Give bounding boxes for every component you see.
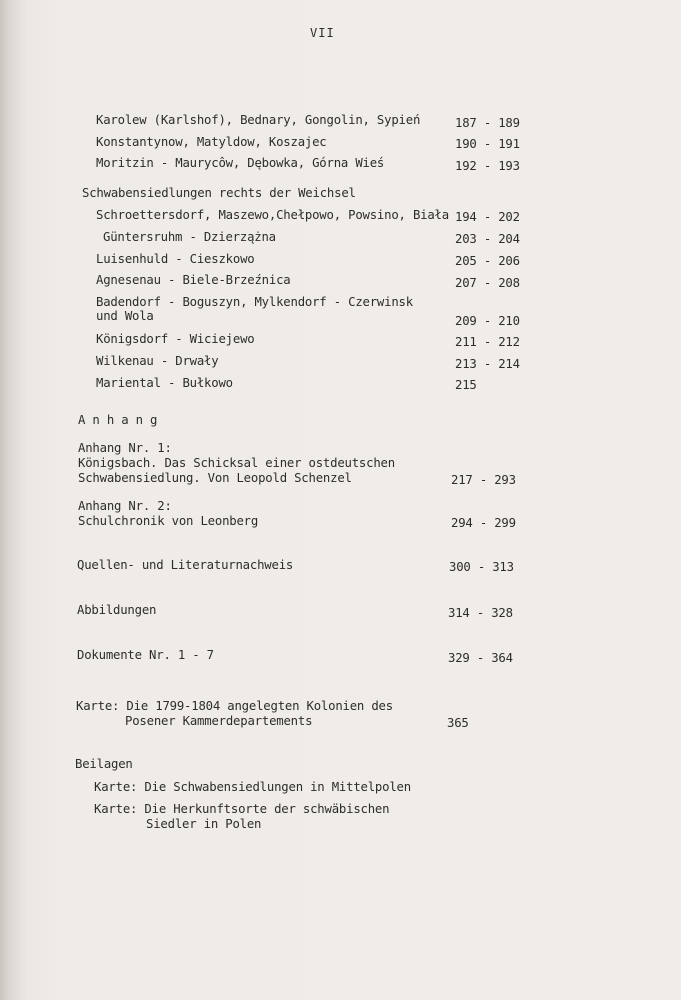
toc-entry-pages: 294 - 299 [451, 516, 516, 530]
appendix-number: Anhang Nr. 1: [78, 441, 172, 455]
toc-entry-pages: 192 - 193 [455, 159, 520, 173]
toc-entry-pages: 329 - 364 [448, 651, 513, 665]
supplement-item: Karte: Die Herkunftsorte der schwäbischen [94, 802, 390, 816]
toc-entry-label: Moritzin - Maurycôw, Dębowka, Górna Wieś [96, 156, 385, 170]
appendix-title-continued: Schwabensiedlung. Von Leopold Schenzel [78, 471, 352, 485]
page-number: VII [310, 26, 335, 40]
toc-entry-pages: 213 - 214 [455, 357, 520, 371]
toc-entry-label: Karolew (Karlshof), Bednary, Gongolin, Sypień [96, 113, 421, 127]
toc-entry-label: Konstantynow, Matyldow, Koszajec [96, 135, 327, 149]
toc-entry-label: Schroettersdorf, Maszewo,Chełpowo, Powsino, Biała [96, 208, 449, 222]
toc-entry-label: Abbildungen [77, 603, 157, 617]
toc-entry-label-continued: Posener Kammerdepartements [125, 714, 313, 728]
toc-entry-pages: 205 - 206 [455, 254, 520, 268]
toc-entry-label: Mariental - Bułkowo [96, 376, 233, 390]
toc-entry-pages: 187 - 189 [455, 116, 520, 130]
toc-entry-pages: 203 - 204 [455, 232, 520, 246]
toc-entry-pages: 211 - 212 [455, 335, 520, 349]
toc-entry-pages: 194 - 202 [455, 210, 520, 224]
supplement-item: Karte: Die Schwabensiedlungen in Mittelpolen [94, 780, 411, 794]
toc-entry-label: Luisenhuld - Cieszkowo [96, 252, 255, 266]
toc-entry-label: Agnesenau - Biele-Brzeźnica [96, 273, 291, 287]
toc-entry-label: Güntersruhm - Dzierzążna [103, 230, 276, 244]
toc-entry-label: Dokumente Nr. 1 - 7 [77, 648, 214, 662]
toc-entry-pages: 217 - 293 [451, 473, 516, 487]
toc-entry-label: Quellen- und Literaturnachweis [77, 558, 294, 572]
toc-entry-label-continued: und Wola [96, 309, 154, 323]
toc-entry-label: Badendorf - Boguszyn, Mylkendorf - Czerwinsk [96, 295, 413, 309]
toc-entry-pages: 365 [447, 716, 469, 730]
section-heading: Schwabensiedlungen rechts der Weichsel [82, 186, 356, 200]
toc-entry-pages: 207 - 208 [455, 276, 520, 290]
anhang-heading: A n h a n g [78, 413, 158, 427]
toc-entry-label: Karte: Die 1799-1804 angelegten Kolonien des [76, 699, 393, 713]
toc-entry-pages: 209 - 210 [455, 314, 520, 328]
toc-entry-pages: 215 [455, 378, 477, 392]
supplement-item-continued: Siedler in Polen [146, 817, 262, 831]
toc-entry-pages: 190 - 191 [455, 137, 520, 151]
appendix-number: Anhang Nr. 2: [78, 499, 172, 513]
toc-entry-pages: 314 - 328 [448, 606, 513, 620]
toc-entry-label: Wilkenau - Drwały [96, 354, 219, 368]
toc-entry-pages: 300 - 313 [449, 560, 514, 574]
beilagen-heading: Beilagen [75, 757, 133, 771]
toc-entry-label: Königsdorf - Wiciejewo [96, 332, 255, 346]
appendix-title: Königsbach. Das Schicksal einer ostdeutschen [78, 456, 395, 470]
appendix-title: Schulchronik von Leonberg [78, 514, 259, 528]
